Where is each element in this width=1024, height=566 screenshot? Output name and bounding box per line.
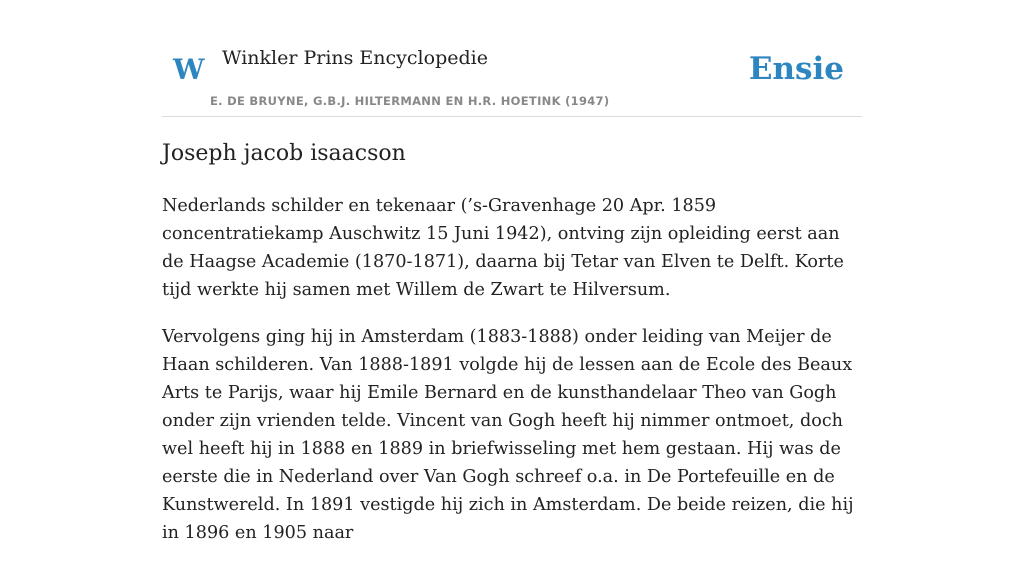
publication-authors: E. DE BRUYNE, G.B.J. HILTERMANN EN H.R. HOETINK (1947) xyxy=(210,94,610,108)
article-body xyxy=(162,192,862,566)
publication-title[interactable]: Winkler Prins Encyclopedie xyxy=(222,47,488,69)
ensie-logo-link[interactable]: Ensie xyxy=(748,51,844,87)
article-paragraph: Nederlands schilder en tekenaar (’s-Gravenhage 20 Apr. 1859 concentratiekamp Auschwitz 15 Juni 1942), ontving zijn opleiding eerst aan de Haagse Academie (1870-1871), daarna bij Tetar van Elven te Delft. Korte tijd werkte hij samen met Willem de Zwart te Hilversum. xyxy=(162,196,844,300)
article-paragraph: Vervolgens ging hij in Amsterdam (1883-1888) onder leiding van Meijer de Haan schilderen. Van 1888-1891 volgde hij de lessen aan de Ecole des Beaux Arts te Parijs, waar hij Emile Bernard en de kunsthandelaar Theo van Gogh onder zijn vrienden telde. Vincent van Gogh heeft hij nimmer ontmoet, doch wel heeft hij in 1888 en 1889 in briefwisseling met hem gestaan. Hij was de eerste die in Nederland over Van Gogh schreef o.a. in De Portefeuille en de Kunstwereld. In 1891 vestigde hij zich in Amsterdam. De beide reizen, die hij in 1896 en 1905 naar xyxy=(162,327,854,543)
site-header xyxy=(162,36,862,117)
publication-logo[interactable]: W xyxy=(173,53,205,86)
article-title: Joseph jacob isaacson xyxy=(162,141,406,166)
